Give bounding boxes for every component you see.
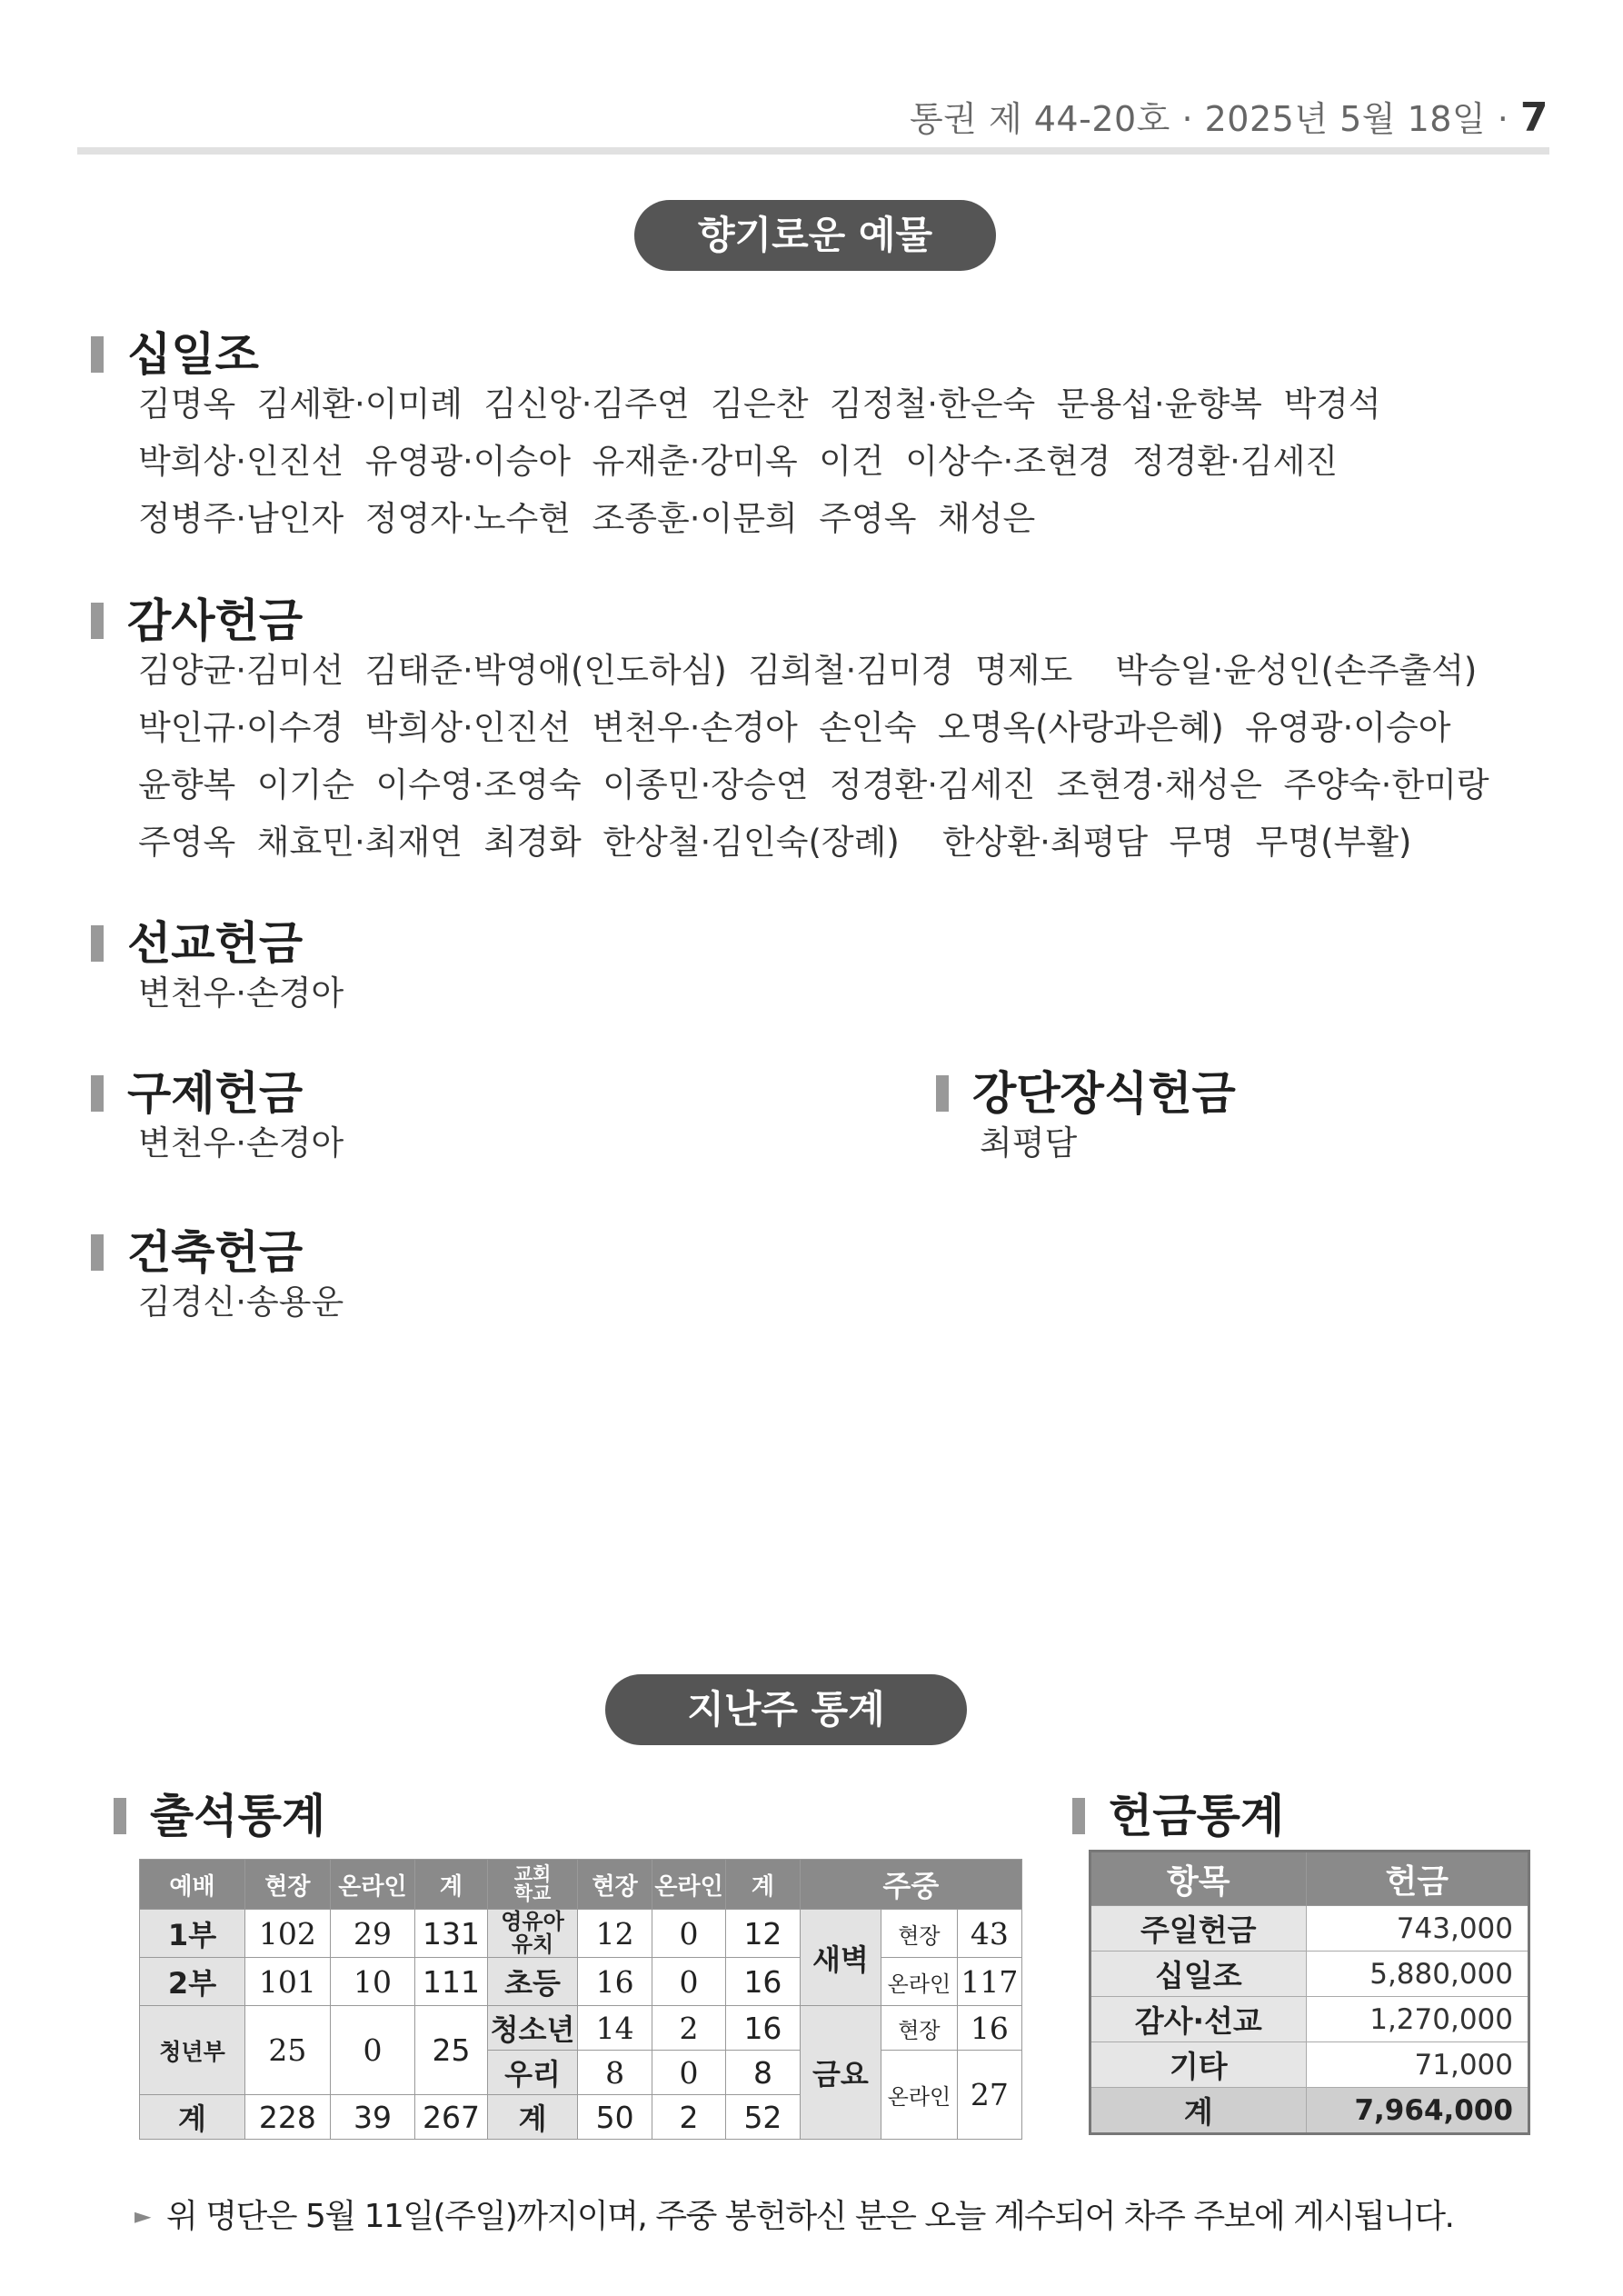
- heading-bar: [1072, 1798, 1085, 1834]
- tithe-line: 박희상·인진선 유영광·이승아 유재춘·강미옥 이건 이상수·조현경 정경환·김세진: [138, 442, 1339, 481]
- money-amount: 1,270,000: [1306, 1997, 1528, 2042]
- page-number: 7: [1519, 95, 1548, 141]
- cell: 52: [726, 2095, 800, 2140]
- cell: 131: [415, 1910, 487, 1958]
- cell: 117: [957, 1958, 1021, 2006]
- row-label: 영유아 유치: [487, 1910, 578, 1958]
- tithe-names: [138, 375, 1381, 547]
- money-amount: 71,000: [1306, 2042, 1528, 2088]
- cell: 0: [330, 2006, 415, 2095]
- cell: 102: [245, 1910, 331, 1958]
- stats-section-pill: 지난주 통계: [605, 1674, 967, 1745]
- row-label: 초등: [487, 1958, 578, 2006]
- cell: 현장: [881, 2006, 957, 2051]
- money-item: 주일헌금: [1090, 1906, 1307, 1952]
- relief-heading: [91, 1057, 303, 1123]
- tithe-heading: [91, 318, 259, 384]
- money-amount: 743,000: [1306, 1906, 1528, 1952]
- mission-title: 선교헌금: [127, 917, 304, 970]
- col-header: 항목: [1090, 1852, 1307, 1906]
- thanks-line: 박인규·이수경 박희상·인진선 변천우·손경아 손인숙 오명옥(사랑과은혜) 유영광·이승아: [138, 708, 1451, 747]
- col-header: 주중: [800, 1860, 1021, 1910]
- heading-bar: [91, 603, 104, 639]
- money-table: [1089, 1850, 1530, 2135]
- money-item: 십일조: [1090, 1952, 1307, 1997]
- attendance-title: 출석통계: [150, 1790, 326, 1842]
- cell: 0: [652, 1910, 725, 1958]
- table-row-total: [1090, 2088, 1529, 2134]
- offering-section-pill: 향기로운 예물: [634, 200, 996, 271]
- cell: 39: [330, 2095, 415, 2140]
- money-amount: 7,964,000: [1306, 2088, 1528, 2134]
- cell: 101: [245, 1958, 331, 2006]
- row-label: 금요: [800, 2006, 881, 2140]
- mission-line: 변천우·손경아: [138, 973, 344, 1013]
- mission-names: [138, 964, 344, 1022]
- thanks-line: 윤향복 이기순 이수영·조영숙 이종민·장승연 정경환·김세진 조현경·채성은 주양숙·한미랑: [138, 765, 1489, 804]
- cell: 온라인: [881, 1958, 957, 2006]
- building-line: 김경신·송용운: [138, 1283, 344, 1322]
- cell: 29: [330, 1910, 415, 1958]
- cell: 12: [726, 1910, 800, 1958]
- cell: 27: [957, 2051, 1021, 2140]
- money-item: 감사·선교: [1090, 1997, 1307, 2042]
- footnote: [134, 2191, 1453, 2237]
- table-row: [1090, 2042, 1529, 2088]
- triangle-icon: ►: [134, 2203, 150, 2229]
- row-label: 새벽: [800, 1910, 881, 2006]
- building-names: [138, 1273, 344, 1331]
- col-header: 교회 학교: [487, 1860, 578, 1910]
- building-heading: [91, 1216, 303, 1282]
- cell: 16: [578, 1958, 652, 2006]
- heading-bar: [91, 1234, 104, 1271]
- cell: 16: [726, 2006, 800, 2051]
- cell: 8: [726, 2051, 800, 2095]
- col-header: 헌금: [1306, 1852, 1528, 1906]
- altar-line: 최평담: [980, 1123, 1078, 1163]
- col-header: 현장: [245, 1860, 331, 1910]
- table-row: [140, 1958, 1022, 2006]
- row-label: 2부: [140, 1958, 245, 2006]
- row-label: 청년부: [140, 2006, 245, 2095]
- relief-names: [138, 1114, 344, 1172]
- money-item: 계: [1090, 2088, 1307, 2134]
- altar-title: 강단장식헌금: [972, 1067, 1236, 1120]
- cell: 온라인: [881, 2051, 957, 2140]
- altar-names: [980, 1114, 1077, 1172]
- row-label: 청소년: [487, 2006, 578, 2051]
- attendance-header-row: [140, 1860, 1022, 1910]
- cell: 228: [245, 2095, 331, 2140]
- building-title: 건축헌금: [127, 1226, 304, 1279]
- attendance-heading: [114, 1780, 325, 1845]
- col-header: 온라인: [330, 1860, 415, 1910]
- table-row: [1090, 1906, 1529, 1952]
- altar-heading: [936, 1057, 1236, 1123]
- thanks-names: [138, 642, 1489, 871]
- cell: 25: [245, 2006, 331, 2095]
- cell: 0: [652, 1958, 725, 2006]
- money-heading: [1072, 1780, 1284, 1845]
- attendance-table: [139, 1859, 1022, 2140]
- col-header: 예배: [140, 1860, 245, 1910]
- cell: 2: [652, 2006, 725, 2051]
- issue-info: 통권 제 44-20호 · 2025년 5월 18일 ·: [909, 99, 1520, 139]
- col-header: 온라인: [652, 1860, 725, 1910]
- heading-bar: [114, 1798, 126, 1834]
- cell: 0: [652, 2051, 725, 2095]
- cell: 50: [578, 2095, 652, 2140]
- heading-bar: [91, 336, 104, 373]
- row-label: 1부: [140, 1910, 245, 1958]
- money-title: 헌금통계: [1109, 1790, 1285, 1842]
- thanks-line: 주영옥 채효민·최재연 최경화 한상철·김인숙(장례) 한상환·최평담 무명 무명(부활): [138, 823, 1412, 862]
- cell: 267: [415, 2095, 487, 2140]
- cell: 12: [578, 1910, 652, 1958]
- col-header: 계: [726, 1860, 800, 1910]
- cell: 8: [578, 2051, 652, 2095]
- thanks-line: 김양균·김미선 김태준·박영애(인도하심) 김희철·김미경 명제도 박승일·윤성인(손주출석): [138, 651, 1478, 690]
- cell: 16: [957, 2006, 1021, 2051]
- table-row: [1090, 1997, 1529, 2042]
- money-header-row: [1090, 1852, 1529, 1906]
- relief-line: 변천우·손경아: [138, 1123, 344, 1163]
- heading-bar: [936, 1075, 949, 1112]
- table-row: [1090, 1952, 1529, 1997]
- issue-header: [910, 91, 1548, 141]
- col-header: 현장: [578, 1860, 652, 1910]
- cell: 25: [415, 2006, 487, 2095]
- money-item: 기타: [1090, 2042, 1307, 2088]
- relief-title: 구제헌금: [127, 1067, 304, 1120]
- heading-bar: [91, 1075, 104, 1112]
- mission-heading: [91, 907, 303, 973]
- row-label: 계: [487, 2095, 578, 2140]
- tithe-line: 정병주·남인자 정영자·노수현 조종훈·이문희 주영옥 채성은: [138, 499, 1036, 538]
- header-divider: [77, 147, 1549, 155]
- row-label: 계: [140, 2095, 245, 2140]
- cell: 10: [330, 1958, 415, 2006]
- table-row: [140, 1910, 1022, 1958]
- cell: 14: [578, 2006, 652, 2051]
- cell: 16: [726, 1958, 800, 2006]
- table-row: [140, 2006, 1022, 2051]
- thanks-title: 감사헌금: [127, 594, 304, 647]
- thanks-heading: [91, 584, 303, 650]
- cell: 2: [652, 2095, 725, 2140]
- tithe-title: 십일조: [127, 328, 259, 381]
- footnote-text: 위 명단은 5월 11일(주일)까지이며, 주중 봉헌하신 분은 오늘 계수되어 차주 주보에 게시됩니다.: [165, 2198, 1454, 2235]
- cell: 43: [957, 1910, 1021, 1958]
- tithe-line: 김명옥 김세환·이미례 김신앙·김주연 김은찬 김정철·한은숙 문용섭·윤향복 박경석: [138, 384, 1381, 424]
- money-amount: 5,880,000: [1306, 1952, 1528, 1997]
- row-label: 우리: [487, 2051, 578, 2095]
- cell: 현장: [881, 1910, 957, 1958]
- heading-bar: [91, 925, 104, 962]
- cell: 111: [415, 1958, 487, 2006]
- col-header: 계: [415, 1860, 487, 1910]
